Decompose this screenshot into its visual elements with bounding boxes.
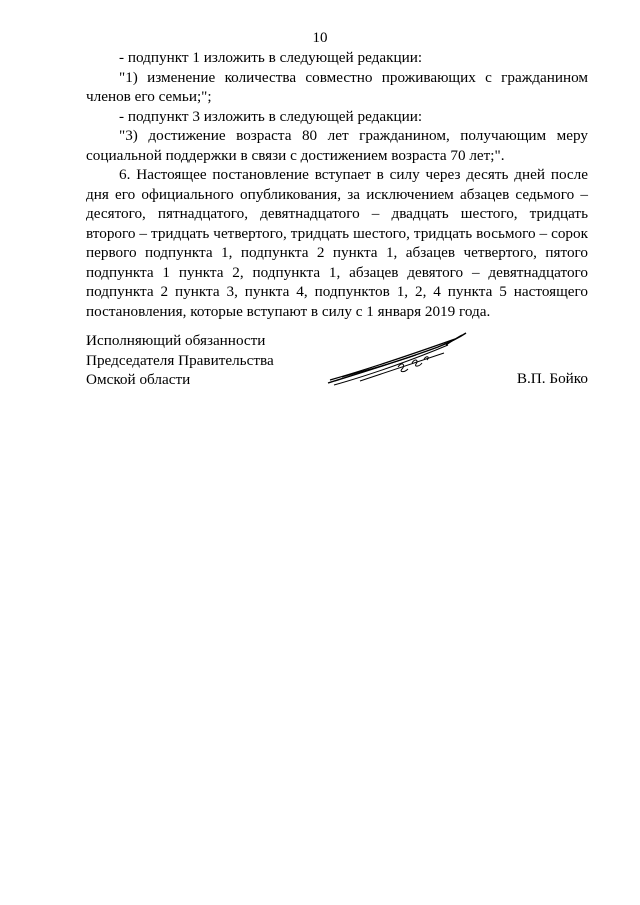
paragraph-item-6: 6. Настоящее постановление вступает в силу через десять дней после дня его официального опубликования, за исключением абзацев седьмого – десятого, пятнадцатого, девятнадцатого – двадцать шестого, тридцать второго – тридцать четвертого, тридцать шестого, тридцать восьмого – сорок первого подпункта 1, подпункта 2 пункта 1, абзацев четвертого, пятого подпункта 1 пункта 2, подпункта 1, абзацев девятого – девятнадцатого подпункта 2 пункта 3, пункта 4, подпунктов 1, 2, 4 пункта 5 настоящего постановления, которые вступают в силу с 1 января 2019 года.	[86, 166, 588, 320]
signature-position-line-3: Омской области	[86, 371, 191, 388]
signature-position-line-2: Председателя Правительства	[86, 351, 274, 369]
paragraph-subpoint-3-intro: - подпункт 3 изложить в следующей редакции:	[119, 107, 423, 125]
paragraph-subpoint-1-intro: - подпункт 1 изложить в следующей редакции:	[119, 49, 423, 66]
signature-position-line-1: Исполняющий обязанности	[86, 332, 266, 349]
signer-name: В.П. Бойко	[516, 370, 588, 387]
paragraph-subpoint-3-text: "3) достижение возраста 80 лет гражданином, получающим меру социальной поддержки в связи с достижением возраста 70 лет;".	[86, 127, 588, 164]
document-body	[86, 48, 588, 321]
handwritten-signature	[320, 325, 470, 390]
paragraph-subpoint-1-text: "1) изменение количества совместно проживающих с гражданином членов его семьи;";	[86, 68, 588, 105]
page-number: 10	[312, 30, 328, 46]
